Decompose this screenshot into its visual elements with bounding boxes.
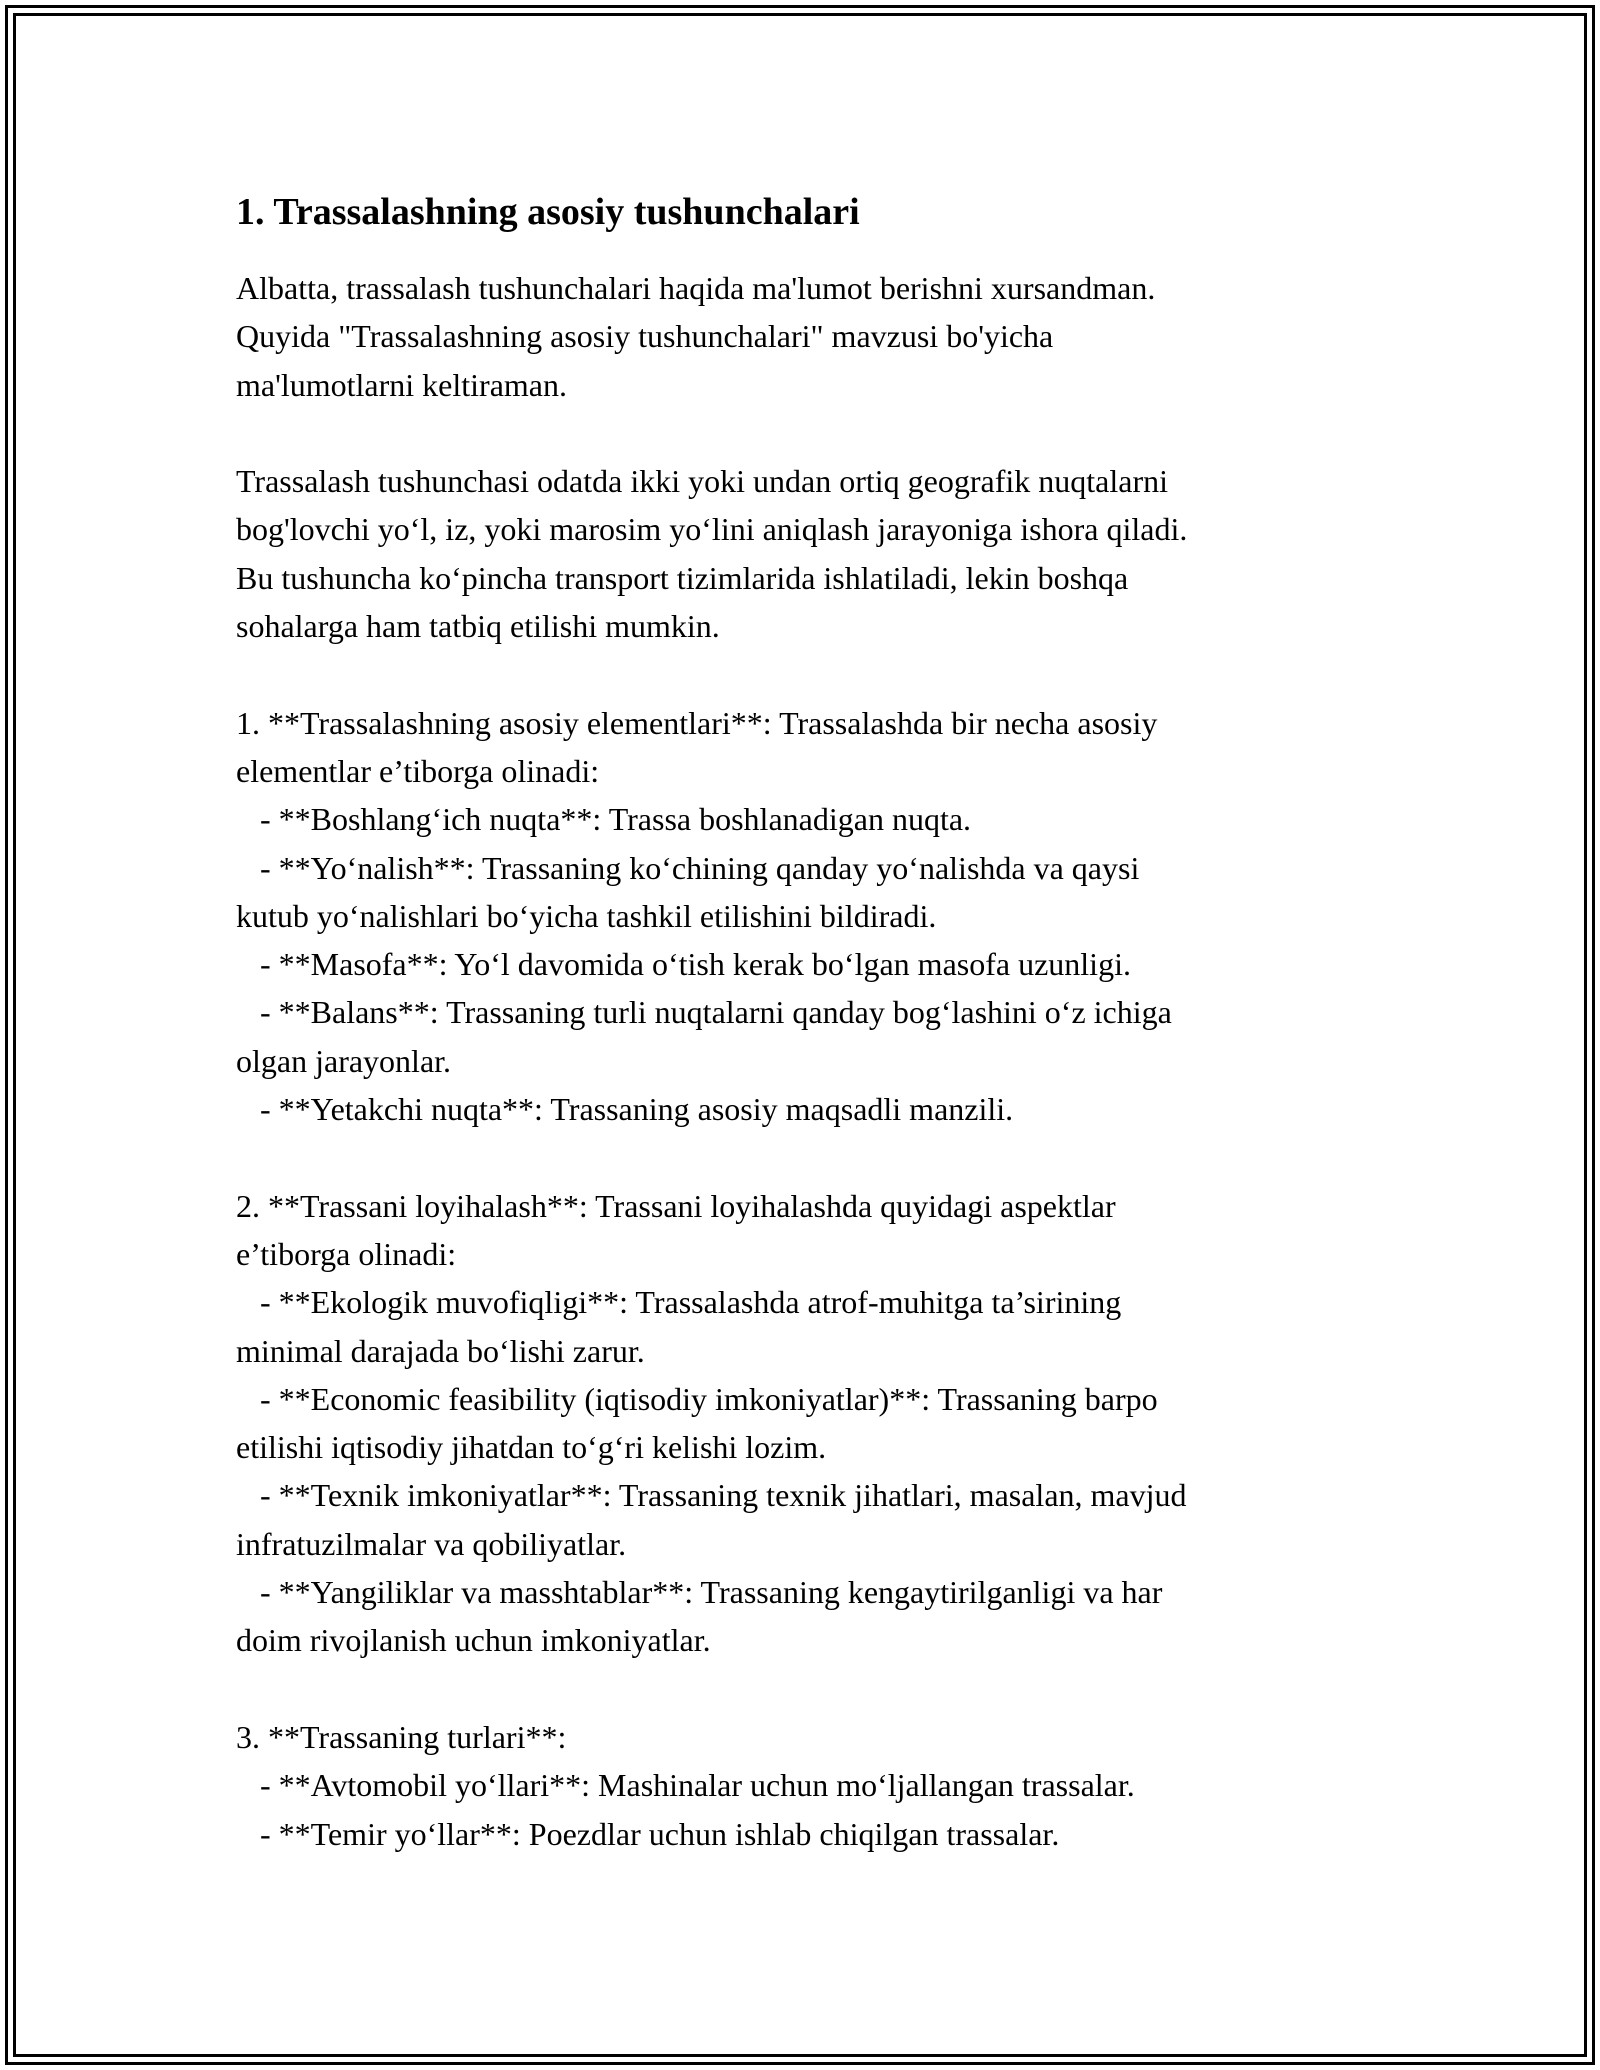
text-line: 2. **Trassani loyihalash**: Trassani loyihalashda quyidagi aspektlar	[236, 1187, 1116, 1224]
text-line: - **Masofa**: Yo‘l davomida o‘tish kerak bo‘lgan masofa uzunligi.	[236, 946, 1131, 983]
text-line: elementlar e’tiborga olinadi:	[236, 752, 600, 789]
text-line: - **Temir yo‘llar**: Poezdlar uchun ishlab chiqilgan trassalar.	[236, 1815, 1060, 1852]
paragraph	[236, 1713, 1366, 1858]
paragraph	[236, 264, 1366, 409]
text-line: kutub yo‘nalishlari bo‘yicha tashkil etilishini bildiradi.	[236, 897, 937, 934]
text-line: 1. **Trassalashning asosiy elementlari**: Trassalashda bir necha asosiy	[236, 704, 1158, 741]
text-line: Albatta, trassalash tushunchalari haqida ma'lumot berishni xursandman.	[236, 270, 1156, 306]
document-body	[236, 186, 1366, 1858]
text-line: - **Yetakchi nuqta**: Trassaning asosiy maqsadli manzili.	[236, 1091, 1014, 1128]
text-line: e’tiborga olinadi:	[236, 1235, 457, 1272]
text-line: Trassalash tushunchasi odatda ikki yoki undan ortiq geografik nuqtalarni	[236, 463, 1168, 500]
paragraph	[236, 1182, 1366, 1665]
text-line: ma'lumotlarni keltiraman.	[236, 366, 567, 403]
text-line: doim rivojlanish uchun imkoniyatlar.	[236, 1622, 711, 1659]
text-line: Quyida "Trassalashning asosiy tushunchalari" mavzusi bo'yicha	[236, 318, 1054, 355]
text-line: - **Yo‘nalish**: Trassaning ko‘chining qanday yo‘nalishda va qaysi	[236, 849, 1140, 886]
text-line: - **Avtomobil yo‘llari**: Mashinalar uchun mo‘ljallangan trassalar.	[236, 1767, 1135, 1804]
text-line: - **Economic feasibility (iqtisodiy imkoniyatlar)**: Trassaning barpo	[236, 1380, 1158, 1417]
text-line: etilishi iqtisodiy jihatdan to‘g‘ri kelishi lozim.	[236, 1429, 827, 1466]
text-line: bog'lovchi yo‘l, iz, yoki marosim yo‘lini aniqlash jarayoniga ishora qiladi.	[236, 511, 1188, 548]
text-line: Bu tushuncha ko‘pincha transport tizimlarida ishlatiladi, lekin boshqa	[236, 559, 1129, 596]
paragraph-list	[236, 264, 1366, 1858]
paragraph	[236, 457, 1366, 650]
text-line: olgan jarayonlar.	[236, 1042, 452, 1079]
text-line: - **Texnik imkoniyatlar**: Trassaning texnik jihatlari, masalan, mavjud	[236, 1477, 1187, 1514]
text-line: minimal darajada bo‘lishi zarur.	[236, 1332, 645, 1369]
text-line: - **Balans**: Trassaning turli nuqtalarni qanday bog‘lashini o‘z ichiga	[236, 994, 1172, 1031]
text-line: - **Ekologik muvofiqligi**: Trassalashda atrof-muhitga ta’sirining	[236, 1284, 1122, 1321]
text-line: sohalarga ham tatbiq etilishi mumkin.	[236, 608, 720, 645]
text-line: - **Yangiliklar va masshtablar**: Trassaning kengaytirilganligi va har	[236, 1574, 1163, 1611]
paragraph	[236, 699, 1366, 1134]
text-line: infratuzilmalar va qobiliyatlar.	[236, 1525, 627, 1562]
text-line: - **Boshlang‘ich nuqta**: Trassa boshlanadigan nuqta.	[236, 801, 972, 838]
document-title: 1. Trassalashning asosiy tushunchalari	[236, 191, 860, 233]
text-line: 3. **Trassaning turlari**:	[236, 1718, 567, 1755]
